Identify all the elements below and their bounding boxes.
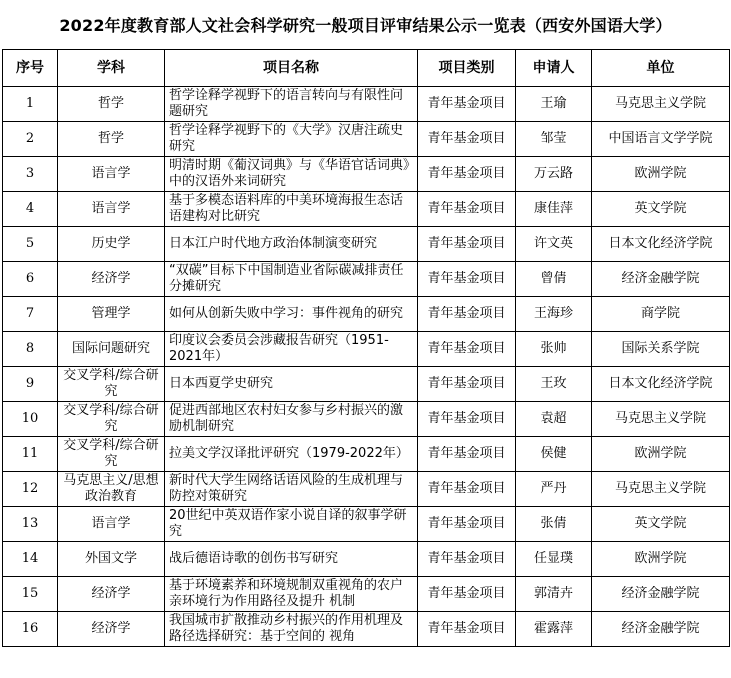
cell-subject-text: 管理学 [91, 306, 131, 321]
cell-category [418, 367, 516, 402]
cell-subject-text: 交叉学科/综合研究 [63, 438, 159, 469]
cell-applicant [516, 227, 592, 262]
cell-unit-text: 欧洲学院 [634, 446, 687, 461]
cell-subject-text: 交叉学科/综合研究 [63, 368, 159, 399]
cell-subject-text: 马克思主义/思想政治教育 [63, 473, 159, 504]
cell-subject-text: 外国文学 [84, 551, 137, 566]
cell-no-text: 7 [25, 306, 35, 321]
cell-category-text: 青年基金项目 [427, 551, 506, 566]
cell-unit [592, 612, 730, 647]
table-row [3, 542, 730, 577]
cell-applicant-text: 王瑜 [540, 96, 567, 111]
cell-subject-text: 经济学 [91, 586, 131, 601]
cell-subject-text: 经济学 [91, 271, 131, 286]
cell-category-text: 青年基金项目 [427, 166, 506, 181]
cell-unit-text: 商学院 [640, 306, 680, 321]
cell-no-text: 13 [21, 516, 39, 531]
cell-unit [592, 437, 730, 472]
cell-project-text: 哲学诠释学视野下的《大学》汉唐注疏史研究 [169, 123, 404, 154]
cell-unit [592, 577, 730, 612]
cell-unit-text: 经济金融学院 [621, 271, 700, 286]
cell-no-text: 2 [25, 131, 35, 146]
table-row [3, 227, 730, 262]
table-row [3, 507, 730, 542]
cell-subject [58, 612, 165, 647]
cell-no-text: 11 [21, 446, 39, 461]
cell-category [418, 577, 516, 612]
cell-subject [58, 192, 165, 227]
cell-applicant [516, 437, 592, 472]
cell-applicant [516, 402, 592, 437]
cell-subject [58, 507, 165, 542]
cell-project-text: 我国城市扩散推动乡村振兴的作用机理及路径选择研究：基于空间的 视角 [169, 613, 404, 644]
cell-unit [592, 472, 730, 507]
cell-no [3, 577, 58, 612]
cell-subject [58, 472, 165, 507]
table-row [3, 612, 730, 647]
cell-subject [58, 227, 165, 262]
cell-category-text: 青年基金项目 [427, 481, 506, 496]
cell-applicant [516, 367, 592, 402]
cell-project [165, 157, 418, 192]
cell-project-text: 基于环境素养和环境规制双重视角的农户亲环境行为作用路径及提升 机制 [169, 578, 404, 609]
cell-project [165, 332, 418, 367]
cell-unit [592, 192, 730, 227]
cell-subject-text: 交叉学科/综合研究 [63, 403, 159, 434]
table-row [3, 472, 730, 507]
cell-category-text: 青年基金项目 [427, 96, 506, 111]
cell-subject [58, 157, 165, 192]
cell-project [165, 542, 418, 577]
cell-unit [592, 262, 730, 297]
cell-unit [592, 542, 730, 577]
cell-unit-text: 日本文化经济学院 [608, 236, 713, 251]
cell-no [3, 332, 58, 367]
cell-subject-text: 语言学 [91, 166, 131, 181]
cell-unit-text: 英文学院 [634, 516, 687, 531]
cell-category [418, 402, 516, 437]
cell-applicant-text: 许文英 [533, 236, 573, 251]
header-applicant: 申请人 [516, 50, 592, 87]
cell-category [418, 157, 516, 192]
cell-no [3, 297, 58, 332]
cell-subject-text: 语言学 [91, 201, 131, 216]
cell-project [165, 192, 418, 227]
cell-category-text: 青年基金项目 [427, 516, 506, 531]
cell-category [418, 192, 516, 227]
cell-unit-text: 经济金融学院 [621, 586, 700, 601]
cell-category-text: 青年基金项目 [427, 271, 506, 286]
cell-applicant-text: 张倩 [540, 516, 567, 531]
cell-project-text: 明清时期《葡汉词典》与《华语官话词典》中的汉语外来词研究 [169, 158, 410, 189]
cell-category [418, 332, 516, 367]
cell-unit-text: 中国语言文学学院 [608, 131, 713, 146]
cell-no-text: 10 [21, 411, 39, 426]
cell-no [3, 227, 58, 262]
cell-category [418, 262, 516, 297]
cell-applicant [516, 577, 592, 612]
table-row [3, 192, 730, 227]
cell-unit [592, 507, 730, 542]
cell-category [418, 437, 516, 472]
header-no: 序号 [3, 50, 58, 87]
cell-unit [592, 227, 730, 262]
cell-unit [592, 367, 730, 402]
cell-project-text: 拉美文学汉译批评研究（1979-2022年） [169, 446, 409, 461]
cell-category-text: 青年基金项目 [427, 411, 506, 426]
cell-no [3, 472, 58, 507]
cell-unit-text: 经济金融学院 [621, 621, 700, 636]
cell-applicant-text: 侯健 [540, 446, 567, 461]
cell-category-text: 青年基金项目 [427, 621, 506, 636]
table-row [3, 577, 730, 612]
cell-subject-text: 经济学 [91, 621, 131, 636]
cell-project-text: 如何从创新失败中学习：事件视角的研究 [169, 306, 404, 321]
cell-applicant-text: 王玫 [540, 376, 567, 391]
header-unit: 单位 [592, 50, 730, 87]
header-project: 项目名称 [165, 50, 418, 87]
cell-unit-text: 日本文化经济学院 [608, 376, 713, 391]
cell-no-text: 1 [25, 96, 35, 111]
cell-unit [592, 402, 730, 437]
cell-no-text: 8 [25, 341, 35, 356]
cell-project-text: 基于多模态语料库的中美环境海报生态话语建构对比研究 [169, 193, 404, 224]
cell-category [418, 542, 516, 577]
cell-subject [58, 542, 165, 577]
cell-subject-text: 历史学 [91, 236, 131, 251]
results-table [2, 49, 730, 647]
cell-category [418, 87, 516, 122]
cell-applicant-text: 任显璞 [533, 551, 573, 566]
cell-subject-text: 国际问题研究 [71, 341, 150, 356]
cell-applicant [516, 87, 592, 122]
cell-unit-text: 马克思主义学院 [614, 481, 706, 496]
table-row [3, 87, 730, 122]
cell-category-text: 青年基金项目 [427, 586, 506, 601]
cell-subject [58, 297, 165, 332]
cell-project [165, 577, 418, 612]
cell-subject [58, 262, 165, 297]
table-row [3, 437, 730, 472]
cell-project [165, 612, 418, 647]
cell-no [3, 507, 58, 542]
cell-applicant [516, 297, 592, 332]
cell-project [165, 472, 418, 507]
cell-project [165, 507, 418, 542]
cell-subject-text: 哲学 [97, 96, 124, 111]
cell-applicant-text: 霍露萍 [533, 621, 573, 636]
cell-no-text: 15 [21, 586, 39, 601]
table-row [3, 157, 730, 192]
cell-no-text: 16 [21, 621, 39, 636]
cell-project-text: 20世纪中英双语作家小说自译的叙事学研究 [169, 508, 407, 539]
cell-no-text: 5 [25, 236, 35, 251]
cell-category-text: 青年基金项目 [427, 201, 506, 216]
cell-no-text: 6 [25, 271, 35, 286]
cell-applicant-text: 康佳萍 [533, 201, 573, 216]
cell-project-text: 新时代大学生网络话语风险的生成机理与防控对策研究 [169, 473, 404, 504]
cell-project [165, 367, 418, 402]
cell-no [3, 612, 58, 647]
cell-applicant-text: 曾倩 [540, 271, 567, 286]
cell-project [165, 402, 418, 437]
cell-unit [592, 87, 730, 122]
cell-category [418, 472, 516, 507]
cell-no-text: 4 [25, 201, 35, 216]
cell-applicant [516, 507, 592, 542]
cell-project-text: 日本西夏学史研究 [169, 376, 274, 391]
cell-no-text: 12 [21, 481, 39, 496]
cell-unit-text: 欧洲学院 [634, 551, 687, 566]
cell-project-text: 日本江户时代地方政治体制演变研究 [169, 236, 378, 251]
table-row [3, 402, 730, 437]
cell-no-text: 9 [25, 376, 35, 391]
cell-unit [592, 157, 730, 192]
cell-no [3, 367, 58, 402]
cell-unit-text: 欧洲学院 [634, 166, 687, 181]
cell-category [418, 227, 516, 262]
cell-subject-text: 语言学 [91, 516, 131, 531]
cell-no [3, 437, 58, 472]
table-row [3, 332, 730, 367]
cell-unit-text: 马克思主义学院 [614, 96, 706, 111]
cell-project-text: 战后德语诗歌的创伤书写研究 [169, 551, 339, 566]
cell-subject-text: 哲学 [97, 131, 124, 146]
cell-applicant-text: 万云路 [533, 166, 573, 181]
cell-subject [58, 437, 165, 472]
cell-category [418, 507, 516, 542]
cell-subject [58, 577, 165, 612]
cell-unit-text: 马克思主义学院 [614, 411, 706, 426]
cell-project-text: 促进西部地区农村妇女参与乡村振兴的激励机制研究 [169, 403, 404, 434]
table-row [3, 367, 730, 402]
cell-project [165, 87, 418, 122]
cell-subject [58, 402, 165, 437]
cell-category [418, 612, 516, 647]
cell-applicant-text: 严丹 [540, 481, 567, 496]
cell-category [418, 122, 516, 157]
cell-applicant [516, 262, 592, 297]
cell-no [3, 402, 58, 437]
cell-unit-text: 英文学院 [634, 201, 687, 216]
cell-applicant [516, 157, 592, 192]
cell-applicant [516, 122, 592, 157]
cell-project [165, 227, 418, 262]
cell-subject [58, 87, 165, 122]
cell-no [3, 87, 58, 122]
cell-unit-text: 国际关系学院 [621, 341, 700, 356]
table-row [3, 122, 730, 157]
cell-unit [592, 332, 730, 367]
page-title: 2022年度教育部人文社会科学研究一般项目评审结果公示一览表（西安外国语大学） [59, 15, 672, 35]
cell-unit [592, 122, 730, 157]
cell-category-text: 青年基金项目 [427, 376, 506, 391]
cell-category-text: 青年基金项目 [427, 131, 506, 146]
table-row [3, 262, 730, 297]
cell-applicant [516, 192, 592, 227]
cell-category-text: 青年基金项目 [427, 306, 506, 321]
cell-project [165, 122, 418, 157]
cell-applicant-text: 郭清卉 [533, 586, 573, 601]
cell-project [165, 437, 418, 472]
header-subject: 学科 [58, 50, 165, 87]
cell-applicant [516, 332, 592, 367]
cell-category [418, 297, 516, 332]
cell-applicant-text: 张帅 [540, 341, 567, 356]
cell-no [3, 542, 58, 577]
cell-project-text: “双碳”目标下中国制造业省际碳减排责任分摊研究 [169, 263, 404, 294]
cell-applicant-text: 王海珍 [533, 306, 573, 321]
cell-applicant [516, 542, 592, 577]
cell-no-text: 3 [25, 166, 35, 181]
cell-applicant-text: 邹莹 [540, 131, 567, 146]
cell-category-text: 青年基金项目 [427, 446, 506, 461]
cell-no-text: 14 [21, 551, 39, 566]
cell-project-text: 哲学诠释学视野下的语言转向与有限性问题研究 [169, 88, 404, 119]
table-row [3, 297, 730, 332]
cell-category-text: 青年基金项目 [427, 341, 506, 356]
table-body [3, 87, 730, 647]
cell-subject [58, 122, 165, 157]
cell-applicant-text: 袁超 [540, 411, 567, 426]
cell-no [3, 192, 58, 227]
header-category: 项目类别 [418, 50, 516, 87]
cell-project [165, 297, 418, 332]
cell-project-text: 印度议会委员会涉藏报告研究（1951-2021年） [169, 333, 389, 364]
cell-applicant [516, 472, 592, 507]
cell-category-text: 青年基金项目 [427, 236, 506, 251]
cell-project [165, 262, 418, 297]
table-header-row [3, 50, 730, 87]
cell-no [3, 262, 58, 297]
cell-subject [58, 332, 165, 367]
cell-subject [58, 367, 165, 402]
cell-no [3, 157, 58, 192]
cell-no [3, 122, 58, 157]
cell-unit [592, 297, 730, 332]
cell-applicant [516, 612, 592, 647]
